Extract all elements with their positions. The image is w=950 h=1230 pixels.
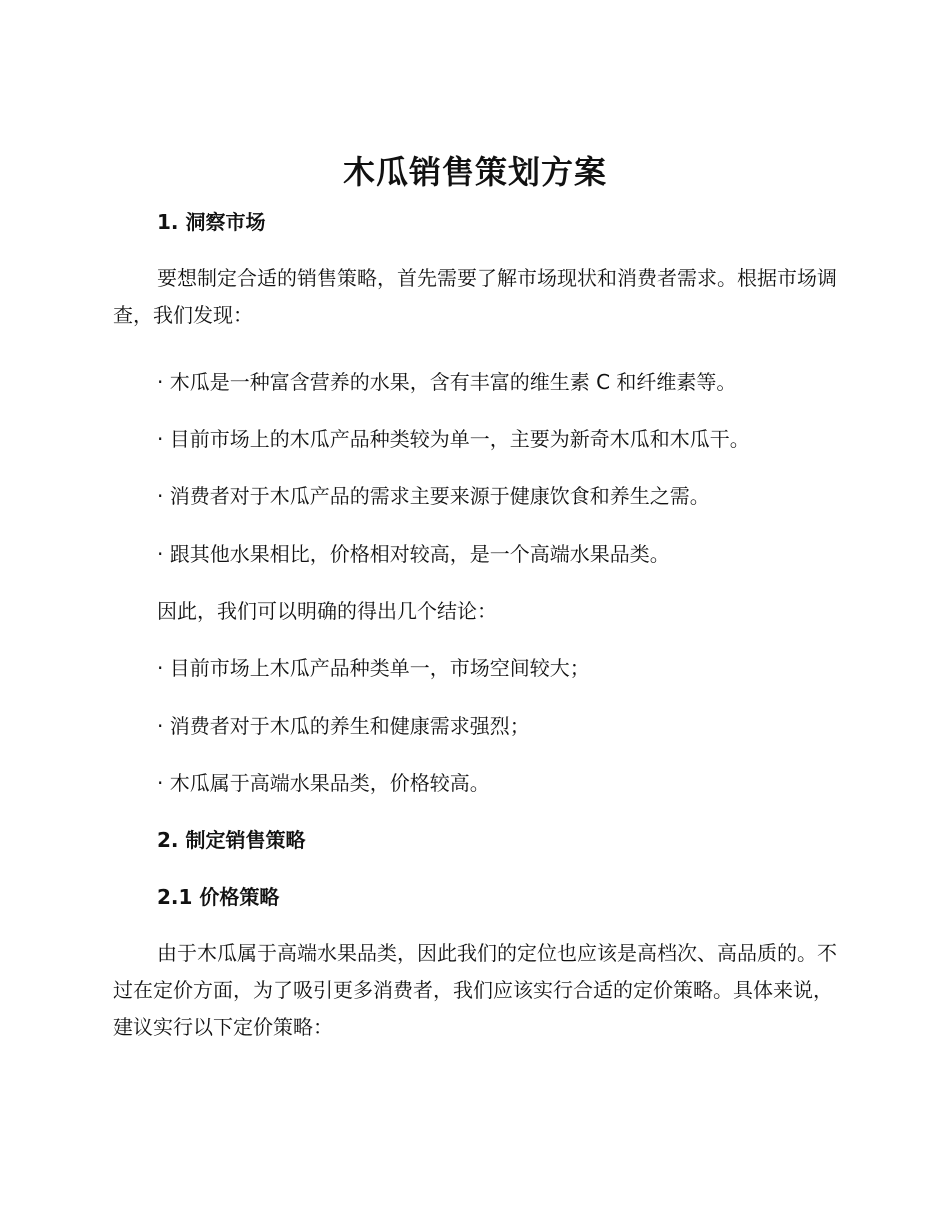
finding-item: · 跟其他水果相比，价格相对较高，是一个高端水果品类。	[157, 542, 670, 566]
conclusion-item: · 目前市场上木瓜产品种类单一，市场空间较大；	[157, 656, 590, 680]
section-heading-market-insight: 1. 洞察市场	[157, 210, 266, 234]
finding-item: · 目前市场上的木瓜产品种类较为单一，主要为新奇木瓜和木瓜干。	[157, 427, 750, 451]
finding-item: · 消费者对于木瓜产品的需求主要来源于健康饮食和养生之需。	[157, 484, 710, 508]
pricing-paragraph: 由于木瓜属于高端水果品类，因此我们的定位也应该是高档次、高品质的。不过在定价方面，为了吸引更多消费者，我们应该实行合适的定价策略。具体来说，建议实行以下定价策略：	[113, 941, 837, 1039]
document-title: 木瓜销售策划方案	[342, 153, 607, 191]
conclusion-item: · 消费者对于木瓜的养生和健康需求强烈；	[157, 714, 530, 738]
section-heading-sales-strategy: 2. 制定销售策略	[157, 828, 306, 852]
conclusion-item: · 木瓜属于高端水果品类，价格较高。	[157, 771, 490, 795]
conclusion-intro: 因此，我们可以明确的得出几个结论：	[157, 599, 497, 623]
intro-paragraph: 要想制定合适的销售策略，首先需要了解市场现状和消费者需求。根据市场调查，我们发现：	[113, 266, 837, 327]
finding-item: · 木瓜是一种富含营养的水果，含有丰富的维生素 C 和纤维素等。	[157, 370, 737, 394]
subsection-heading-pricing: 2.1 价格策略	[157, 885, 280, 909]
